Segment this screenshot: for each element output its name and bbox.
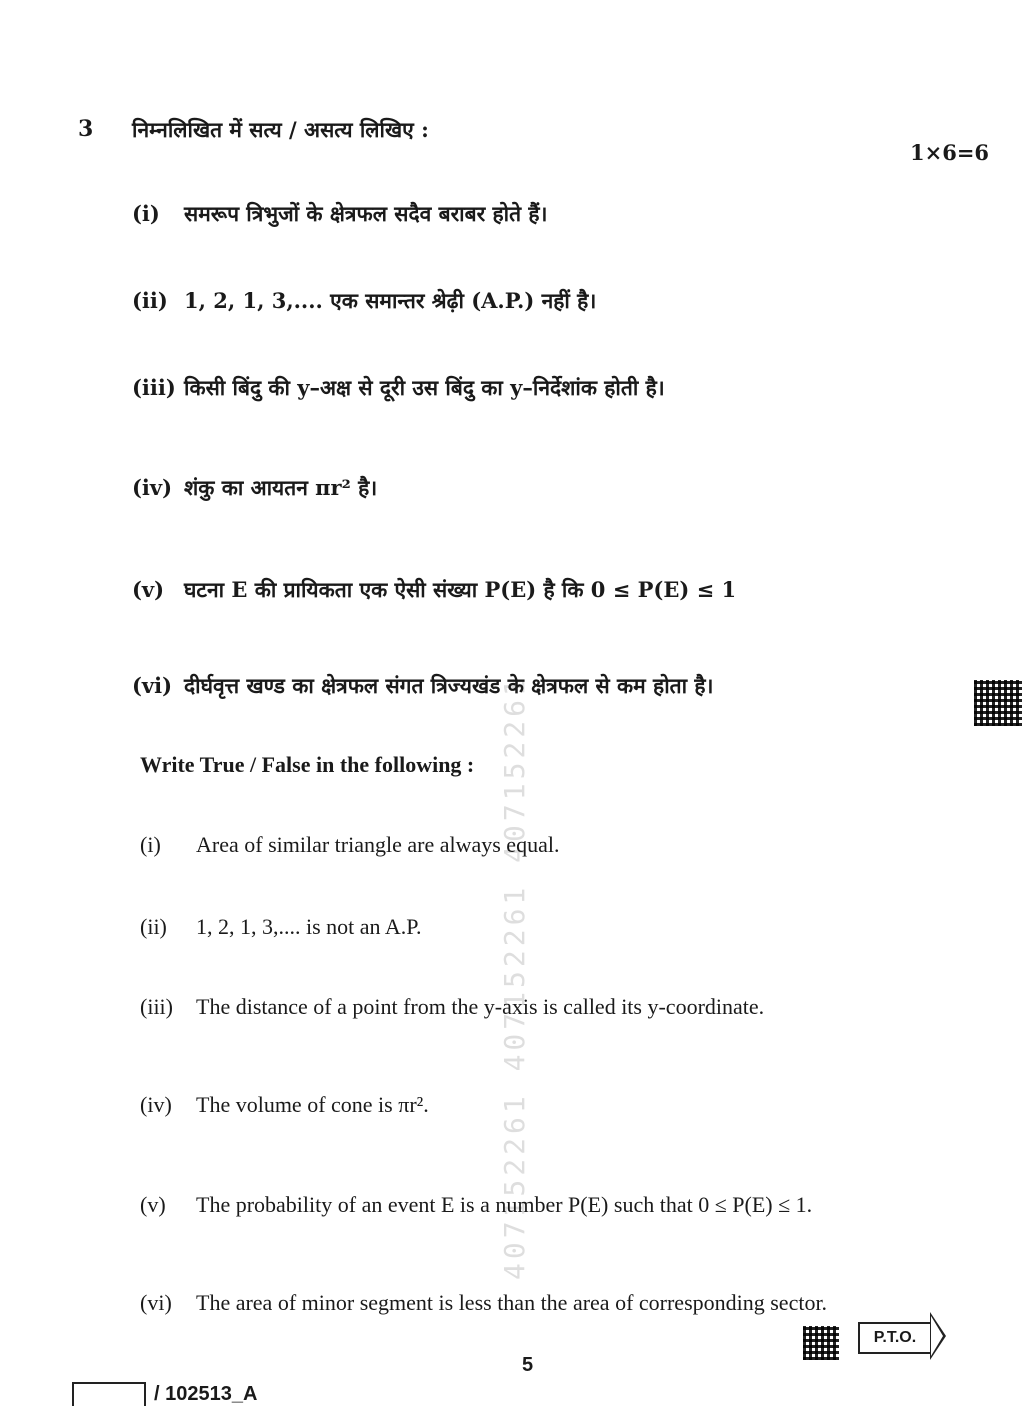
item-number: (iii) [132,375,176,400]
item-text: किसी बिंदु की y–अक्ष से दूरी उस बिंदु का y–निर्देशांक होती है। [184,375,665,400]
english-instruction: Write True / False in the following : [140,752,475,777]
english-item [140,1192,812,1218]
english-item [140,994,764,1020]
code-box [72,1382,146,1406]
item-text: घटना E की प्रायिकता एक ऐसी संख्या P(E) है कि 0 ≤ P(E) ≤ 1 [184,577,737,602]
page-number: 5 [522,1354,534,1376]
qr-code-icon [803,1326,839,1360]
hindi-instruction: निम्नलिखित में सत्य / असत्य लिखिए : [132,117,429,142]
watermark-serial: 407152261 407152261 407152261 [498,675,531,1280]
hindi-item [132,576,736,604]
item-text: 1, 2, 1, 3,.... एक समान्तर श्रेढ़ी (A.P.) नहीं है। [184,288,597,313]
pto-label: P.T.O. [858,1322,932,1354]
item-number: (iv) [132,475,173,500]
item-text: The probability of an event E is a number P(E) such that 0 ≤ P(E) ≤ 1. [196,1192,813,1217]
item-number: (i) [140,832,161,857]
item-number: (iii) [140,994,173,1019]
item-text: 1, 2, 1, 3,.... is not an A.P. [196,914,422,939]
english-item [140,1290,827,1316]
hindi-item [132,672,713,700]
item-text: The distance of a point from the y-axis is called its y-coordinate. [196,994,765,1019]
hindi-item [132,200,548,228]
item-number: (iv) [140,1092,172,1117]
item-number: (i) [132,201,160,226]
item-text: शंकु का आयतन πr² है। [184,475,378,500]
item-text: The area of minor segment is less than the area of corresponding sector. [196,1290,828,1315]
english-item [140,832,559,858]
item-number: (v) [140,1192,166,1217]
item-number: (vi) [132,673,173,698]
item-number: (ii) [140,914,167,939]
item-text: Area of similar triangle are always equal. [196,832,560,857]
english-item [140,914,422,940]
item-number: (ii) [132,288,168,313]
qr-code-icon [974,680,1022,726]
item-text: समरूप त्रिभुजों के क्षेत्रफल सदैव बराबर होते हैं। [184,201,548,226]
item-number: (v) [132,577,165,602]
item-number: (vi) [140,1290,172,1315]
question-number: 3 [78,116,94,142]
item-text: The volume of cone is πr². [196,1092,429,1117]
hindi-item [132,474,377,502]
paper-code-text: / 102513_A [154,1383,258,1405]
item-text: दीर्घवृत्त खण्ड का क्षेत्रफल संगत त्रिज्यखंड के क्षेत्रफल से कम होता है। [184,673,714,698]
hindi-item [132,287,596,315]
marks-allocation: 1×6=6 [910,140,990,165]
arrow-right-icon [930,1312,946,1360]
hindi-item [132,374,665,402]
paper-code [72,1382,257,1406]
english-item [140,1092,429,1118]
